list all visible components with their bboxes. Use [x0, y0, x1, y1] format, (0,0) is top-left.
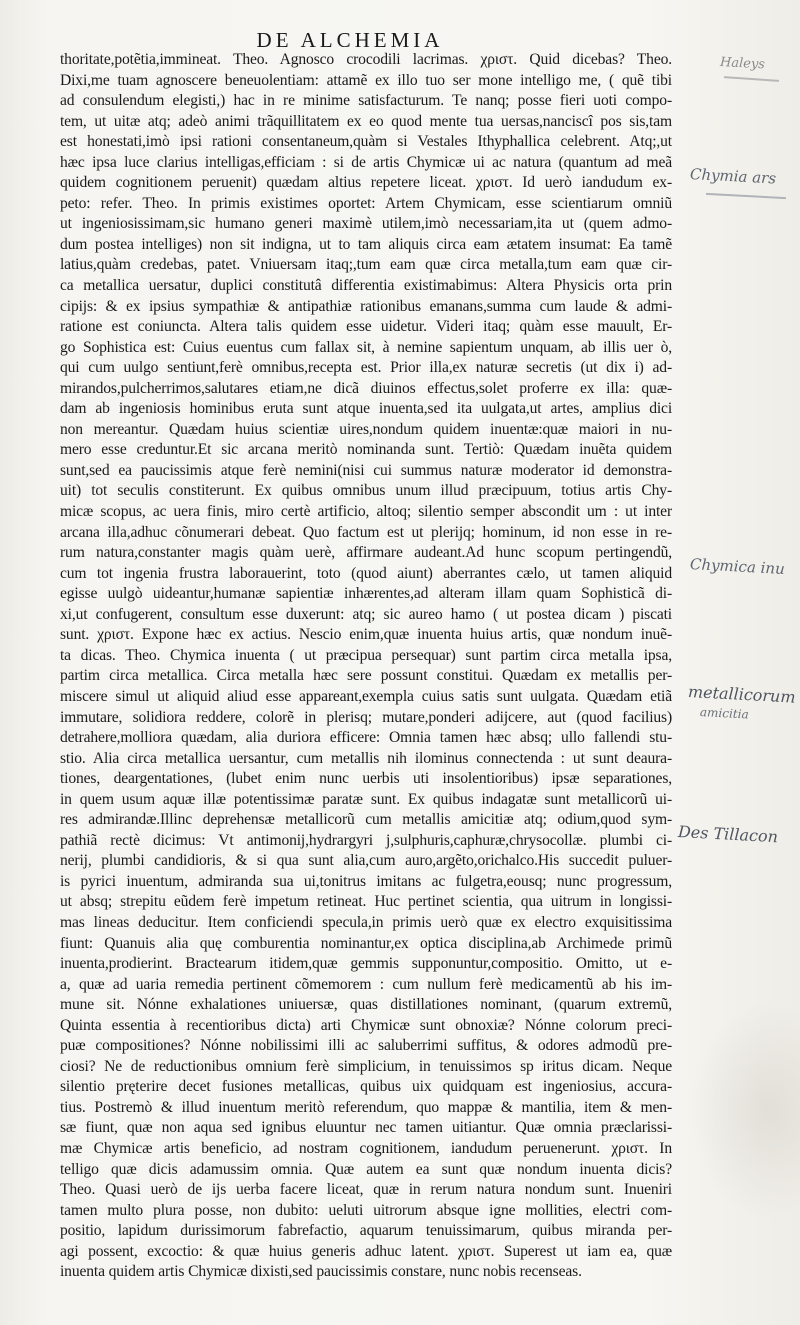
text-line: non mereantur. Quædam huius scientiæ uires,nondum quidem inuentæ:quæ maiori in nu- — [60, 420, 672, 438]
text-line: detrahere,molliora quædam, alia duriora efficere: Omnia tamen hæc absq; ullo fallendi stu- — [60, 729, 672, 747]
text-line: a, quæ ad uaria remedia pertinent cõmemorem : cum nullum ferè medicamentũ ab his im- — [60, 975, 672, 993]
text-line: hæc ipsa luce clarius intelligas,efficiam : si de artis Chymicæ ui ac natura (quantum ad meã — [60, 153, 672, 171]
text-line: latius,quàm credebas, patet. Vniuersam itaq;,tum eam quæ circa metalla,tum eam quæ cir- — [60, 256, 672, 274]
text-line: uit) tot seculis constiterunt. Ex quibus omnibus unum illud præcipuum, totius artis Chy- — [60, 482, 672, 500]
text-line: tamen multo plura posse, non dubito: ueluti uitrorum absque igne mollities, electri com- — [60, 1201, 672, 1219]
text-line: ad consulendum elegisti,) hac in re minime satisfacturum. Te nanq; posse fieri uoti compo- — [60, 92, 672, 110]
text-line: ut ingeniosissimam,sic humano generi maximè utilem,imò necessariam,ita ut (quem admo- — [60, 215, 672, 233]
text-line: thoritate,potẽtia,immineat. Theo. Agnosco crocodili lacrimas. χριστ. Quid dicebas? Theo. — [60, 51, 672, 68]
text-line: mirandos,pulcherrimos,salutares etiam,ne dicã diuinos effectus,solet proferre ex illa: quæ- — [60, 379, 672, 397]
margin-note: Haleys — [719, 55, 766, 73]
text-line: go Sophistica est: Cuius euentus cum fallax sit, à nemine sapientum unquam, ab illis uer ò, — [60, 338, 672, 356]
text-line: nerij, plumbi candidioris, & si qua sunt alia,cum auro,argẽto,orichalco.His succedit puluer- — [60, 852, 672, 870]
text-line: egisse uulgò uideantur,humanæ sapientiæ inhærentes,ad alteram illam quam Sophisticã di- — [60, 585, 672, 603]
text-line: pathiã rectè dicimus: Vt antimonij,hydrargyri j,sulphuris,caphuræ,chrysocollæ. plumbi ci- — [60, 831, 672, 849]
margin-note: amicitia — [699, 705, 750, 722]
text-line: ut absq; strepitu eũdem ferè impetum retineat. Huc pertinet scientia, qua uitrum in longissi- — [60, 893, 672, 911]
text-line: tius. Postremò & illud inuentum meritò referendum, quo mappæ & mantilia, item & men- — [60, 1098, 672, 1116]
text-line: tem, ut uitæ atq; adeò animi trãquillitatem ex eo quod mente tua uersas,nanciscî pos sis,tam — [60, 112, 672, 130]
text-line: immutare, solidiora reddere, colorẽ in plerisq; mutare,ponderi adijcere, aut (quod facilius) — [60, 708, 672, 726]
text-line: positio, lapidum durissimorum fabrefactio, aquarum tenuissimarum, quibus miranda per- — [60, 1222, 672, 1240]
text-line: inuenta quidem artis Chymicæ dixisti,sed paucissimis constare, nunc nobis recenseas. — [60, 1263, 582, 1281]
text-line: ciosi? Ne de reductionibus omnium ferè simplicium, in tenuissimos sp iritus dicam. Neque — [60, 1057, 672, 1075]
page-title: DE ALCHEMIA — [256, 28, 444, 52]
margin-note: Des Tillacon — [677, 822, 779, 847]
text-line: tiones, deargentationes, (lubet enim nunc uerbis uti insolentioribus) ipsæ separationes, — [60, 770, 672, 788]
text-line: in quem usum aquæ illæ potentissimæ paratæ sunt. Ex quibus indagatæ sunt metallicorũ ui- — [60, 790, 672, 808]
text-line: puæ compositiones? Nónne nobilissimi illi ac saluberrimi suffitus, & odores admodũ pre- — [60, 1037, 672, 1055]
text-line: micæ scopus, ac uera finis, miro certè artificio, altoq; silentio semper abscondit um : ut inter — [60, 503, 672, 521]
text-line: mune sit. Nónne exhalationes uniuersæ, quas distillationes nominant, (quarum extremũ, — [60, 996, 672, 1014]
text-line: mas lineas deducitur. Item conficiendi specula,in primis uerò quæ ex electro exquisitissima — [60, 913, 672, 931]
margin-note: Chymia ars — [689, 165, 777, 188]
text-line: Dixi,me tuam agnoscere beneuolentiam: attamẽ ex illo tuo ser mone intelligo me, ( quẽ tibi — [60, 71, 672, 89]
text-line: sæ fiunt, quæ non aqua sed ignibus eluuntur nec tamen uitiantur. Quæ omnia præclarissi- — [60, 1119, 672, 1137]
text-line: dum postea intelliges) non sit indigna, ut to tam aliquis circa eam ætatem insumat: Ea tamẽ — [60, 235, 672, 253]
margin-note: metallicorum — [687, 682, 797, 707]
text-line: ratione est coniuncta. Altera talis quidem esse uidetur. Videri itaq; quàm esse mauult, Er- — [60, 318, 672, 336]
text-line: peto: refer. Theo. In primis existimes oportet: Artem Chymicam, esse scientiarum omniũ — [60, 194, 672, 212]
text-line: miscere simul ut aliquid aliud esse appareant,exempla cuius satis sunt uulgata. Quædam etiã — [60, 687, 672, 705]
text-line: rum natura,constanter magis quàm uerè, affirmare audeant.Ad hunc scopum pertingendũ, — [60, 544, 672, 562]
faint-ink-mark — [706, 193, 786, 199]
text-line: stio. Alia circa metallica uersantur, cum metallis nih ilominus connectenda : ut sunt deaura- — [60, 749, 672, 767]
text-line: cipijs: & ex ipsius sympathiæ & antipathiæ rationibus emanans,summa cum laude & admi- — [60, 297, 672, 315]
text-line: telligo quæ dicis adamussim omnia. Quæ autem ea sunt quæ nondum inuenta dicis? — [60, 1160, 672, 1178]
text-line: inuenta,prodierint. Bractearum itidem,quæ gemmis supponuntur,compositio. Omitto, ut e- — [60, 955, 672, 973]
text-line: silentio pręterire decet fusiones metallicas, quibus uix quidquam est ingeniosius, accura- — [60, 1078, 672, 1096]
text-line: sunt,sed ea paucissimis atque ferè nemini(nisi cui summus naturæ moderator id demonstra- — [60, 461, 672, 479]
text-line: mero esse creduntur.Et sic arcana meritò nominanda sunt. Tertiò: Quædam inuẽta quidem — [60, 441, 672, 459]
faint-ink-mark — [724, 76, 779, 82]
text-line: arcana illa,adhuc cõnumerari debeat. Quo factum est ut plerijq; hominum, id non esse in re- — [60, 523, 672, 541]
text-line: quidem cognitionem peruenit) quædam altius repetere liceat. χριστ. Id uerò iandudum ex- — [60, 174, 672, 192]
text-line: mæ Chymicæ artis beneficio, ad nostram cognitionem, iandudum peruenerunt. χριστ. In — [60, 1139, 672, 1157]
text-line: qui cum uulgo sentiunt,ferè omnibus,recepta est. Prior illa,ex naturæ secretis (ut dix i) ad- — [60, 359, 672, 377]
body-text — [60, 50, 672, 1283]
text-line: dam ab ingeniosis hominibus eruta sunt atque inuenta,sed ita uulgata,ut artes, amplius dici — [60, 400, 672, 418]
text-line: Theo. Quasi uerò de ijs uerba facere liceat, quæ in rerum natura nondum sunt. Inueniri — [60, 1181, 672, 1199]
text-line: agi possent, excoctio: & quæ huius generis adhuc latent. χριστ. Superest ut iam ea, quæ — [60, 1242, 672, 1260]
margin-note: Chymica inu — [689, 555, 786, 578]
text-line: ta dicas. Theo. Chymica inuenta ( ut præcipua persequar) sunt partim circa metalla ipsa, — [60, 646, 672, 664]
text-line: est honestati,imò ipsi rationi consentaneum,quàm si Vestales Ithyphallica celebrent. Atq;,ut — [60, 133, 672, 151]
text-line: ca metallica uersatur, duplici constitutâ differentia existimabimus: Altera Physicis orta prin — [60, 277, 672, 295]
text-line: res admirandæ.Illinc deprehensæ metallicorũ cum metallis amicitiæ atq; odium,quod sym- — [60, 811, 672, 829]
text-line: xi,ut confugerent, consultum esse duxerunt: atq; sic aureo hamo ( ut postea dicam ) piscati — [60, 605, 672, 623]
text-line: fiunt: Quanuis alia quę comburentia nominantur,ex optica disciplina,ab Archimede primũ — [60, 934, 672, 952]
text-line: Quinta essentia à recentioribus dicta) arti Chymicæ sunt obnoxiæ? Nónne colorum preci- — [60, 1016, 672, 1034]
text-line: sunt. χριστ. Expone hæc ex actius. Nescio enim,quæ inuenta huius artis, quæ nondum inuẽ- — [60, 626, 672, 644]
text-line: cum tot ingenia frustra laborauerint, toto (quod aiunt) aberrantes cælo, ut tamen aliquid — [60, 564, 672, 582]
text-line: partim circa metallica. Circa metalla hæc sere possunt constitui. Quædam ex metallis per- — [60, 667, 672, 685]
paper-stain — [690, 1000, 800, 1220]
text-line: is pyrici inuentum, admiranda sua ui,tonitrus imitans ac fulgetra,eousq; nunc progressum, — [60, 872, 672, 890]
